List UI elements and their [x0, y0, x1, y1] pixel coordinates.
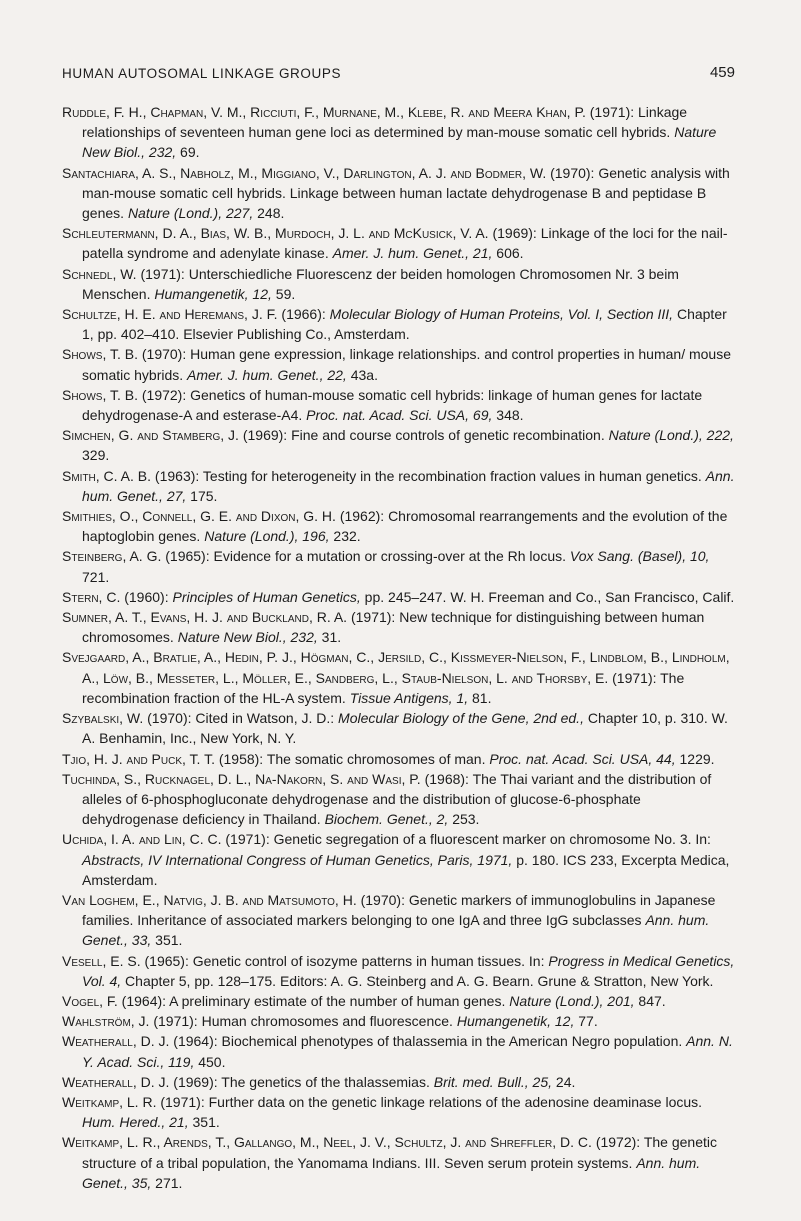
reference-tail: 175.: [186, 487, 218, 504]
reference-tail: 77.: [574, 1013, 598, 1030]
reference-tail: 329.: [82, 447, 110, 464]
reference-tail: 606.: [492, 245, 524, 262]
reference-source: Progress in Medical Genetics, Vol. 4,: [82, 952, 735, 989]
reference-tail: Chapter 1, pp. 402–410. Elsevier Publishing Co., Amsterdam.: [82, 306, 727, 343]
reference-source: Principles of Human Genetics,: [172, 588, 361, 605]
reference-tail: pp. 245–247. W. H. Freeman and Co., San Francisco, Calif.: [360, 588, 735, 605]
reference-text: (1958): The somatic chromosomes of man.: [214, 750, 490, 767]
reference-list: [62, 102, 738, 1193]
reference-source: Humangenetik, 12,: [154, 285, 272, 302]
reference-authors: Svejgaard, A., Bratlie, A., Hedin, P. J., Högman, C., Jersild, C., Kissmeyer-Nielson, F., Lindblom, B., Lindholm, A., Löw, B., Messeter, L., Möller, E., Sandberg, L., Staub-Nielson, L. and Thorsby, E.: [62, 649, 730, 686]
reference-entry: [62, 163, 738, 224]
reference-source: Ann. N. Y. Acad. Sci., 119,: [82, 1033, 733, 1070]
reference-authors: Shows, T. B.: [62, 386, 138, 403]
reference-source: Ann. hum. Genet., 27,: [82, 467, 735, 504]
reference-tail: 59.: [271, 285, 296, 302]
reference-text: (1964): Biochemical phenotypes of thalassemia in the American Negro population.: [169, 1033, 687, 1050]
reference-text: (1971): Linkage relationships of seventeen human gene loci as determined by man-mouse somatic cell hybrids.: [82, 104, 688, 141]
reference-tail: p. 180. ICS 233, Excerpta Medica, Amsterdam.: [82, 851, 730, 888]
reference-text: (1970): Genetic analysis with man-mouse somatic cell hybrids. Linkage between human lactate dehydrogenase B and peptidase B genes.: [82, 164, 730, 222]
reference-tail: 348.: [492, 407, 524, 424]
reference-source: Abstracts, IV International Congress of Human Genetics, Paris, 1971,: [82, 851, 513, 868]
reference-entry: [62, 769, 738, 830]
reference-entry: [62, 587, 738, 607]
reference-entry: [62, 344, 738, 384]
reference-source: Nature New Biol., 232,: [82, 124, 717, 161]
reference-entry: [62, 1072, 738, 1092]
reference-text: (1970): Genetic markers of immunoglobulins in Japanese families. Inheritance of associated markers belonging to one IgA and three IgG subclasses: [82, 891, 716, 929]
reference-entry: [62, 506, 738, 546]
reference-text: (1970): Cited in Watson, J. D.:: [143, 710, 339, 727]
reference-authors: Ruddle, F. H., Chapman, V. M., Ricciuti, F., Murnane, M., Klebe, R. and Meera Khan, P.: [62, 104, 586, 120]
reference-text: (1969): Linkage of the loci for the nail-patella syndrome and adenylate kinase.: [82, 225, 728, 262]
reference-source: Nature New Biol., 232,: [177, 629, 318, 646]
reference-source: Tissue Antigens, 1,: [349, 689, 469, 706]
reference-entry: [62, 991, 738, 1011]
reference-authors: Weitkamp, L. R., Arends, T., Gallango, M., Neel, J. V., Schultz, J. and Shreffler, D. C.: [62, 1134, 592, 1151]
reference-entry: [62, 304, 738, 344]
reference-authors: Steinberg, A. G.: [62, 548, 162, 565]
reference-entry: [62, 829, 738, 890]
reference-authors: Sumner, A. T., Evans, H. J. and Buckland, R. A.: [62, 609, 348, 626]
reference-source: Hum. Hered., 21,: [82, 1114, 189, 1131]
reference-entry: [62, 223, 738, 263]
reference-text: (1971): Human chromosomes and fluorescence.: [149, 1013, 457, 1030]
reference-source: Nature (Lond.), 196,: [204, 528, 330, 545]
reference-source: Humangenetik, 12,: [456, 1013, 575, 1030]
reference-entry: [62, 425, 738, 465]
page-number: 459: [709, 64, 735, 81]
reference-authors: Simchen, G. and Stamberg, J.: [62, 427, 239, 444]
reference-entry: [62, 466, 738, 506]
reference-authors: Santachiara, A. S., Nabholz, M., Miggiano, V., Darlington, A. J. and Bodmer, W.: [62, 164, 547, 181]
reference-authors: Van Loghem, E., Natvig, J. B. and Matsumoto, H.: [62, 891, 357, 908]
reference-tail: 69.: [176, 144, 200, 161]
running-head: HUMAN AUTOSOMAL LINKAGE GROUPS: [62, 66, 342, 81]
reference-tail: 847.: [634, 992, 666, 1009]
reference-authors: Vesell, E. S.: [62, 952, 141, 969]
reference-entry: [62, 749, 738, 769]
reference-entry: [62, 546, 738, 586]
reference-entry: [62, 1011, 738, 1031]
reference-text: (1972): Genetics of human-mouse somatic cell hybrids: linkage of human genes for lactate dehydrogenase-A and esterase-A4.: [82, 386, 703, 424]
reference-entry: [62, 102, 738, 163]
reference-tail: Chapter 10, p. 310. W. A. Benhamin, Inc., New York, N. Y.: [82, 710, 728, 747]
reference-tail: 24.: [552, 1073, 576, 1090]
reference-authors: Wahlström, J.: [62, 1013, 150, 1030]
reference-authors: Schleutermann, D. A., Bias, W. B., Murdoch, J. L. and McKusick, V. A.: [62, 225, 489, 242]
reference-authors: Weitkamp, L. R.: [62, 1093, 157, 1110]
reference-source: Vox Sang. (Basel), 10,: [569, 548, 710, 565]
reference-source: Molecular Biology of the Gene, 2nd ed.,: [338, 710, 584, 727]
reference-text: (1972): The genetic structure of a tribal population, the Yanomama Indians. III. Seven serum protein systems.: [82, 1134, 717, 1171]
reference-tail: 721.: [82, 568, 110, 585]
reference-text: (1971): Unterschiedliche Fluorescenz der beiden homologen Chromosomen Nr. 3 beim Menschen.: [82, 265, 679, 302]
reference-source: Molecular Biology of Human Proteins, Vol. I, Section III,: [329, 306, 674, 323]
reference-source: Proc. nat. Acad. Sci. USA, 69,: [306, 407, 493, 424]
reference-entry: [62, 1031, 738, 1071]
reference-authors: Vogel, F.: [62, 992, 118, 1009]
reference-tail: 248.: [253, 205, 285, 222]
reference-entry: [62, 647, 738, 708]
reference-authors: Stern, C.: [62, 588, 121, 605]
reference-tail: 31.: [317, 629, 342, 646]
reference-tail: 81.: [468, 689, 492, 706]
reference-source: Ann. hum. Genet., 35,: [82, 1154, 701, 1191]
reference-entry: [62, 890, 738, 951]
reference-text: (1965): Evidence for a mutation or crossing-over at the Rh locus.: [161, 548, 570, 565]
reference-text: (1971): Further data on the genetic linkage relations of the adenosine deaminase locus.: [156, 1093, 703, 1110]
reference-text: (1971): Genetic segregation of a fluorescent marker on chromosome No. 3. In:: [221, 831, 711, 848]
reference-authors: Tuchinda, S., Rucknagel, D. L., Na-Nakorn, S. and Wasi, P.: [62, 770, 421, 787]
reference-authors: Szybalski, W.: [62, 710, 144, 727]
reference-text: (1966):: [277, 306, 330, 323]
reference-authors: Smith, C. A. B.: [62, 467, 152, 484]
reference-source: Nature (Lond.), 222,: [608, 427, 734, 444]
reference-source: Nature (Lond.), 227,: [127, 205, 254, 222]
reference-text: (1963): Testing for heterogeneity in the recombination fraction values in human genetics.: [151, 467, 706, 484]
reference-tail: Chapter 5, pp. 128–175. Editors: A. G. Steinberg and A. G. Bearn. Grune & Stratton, New York.: [121, 972, 714, 989]
reference-authors: Weatherall, D. J.: [62, 1073, 170, 1090]
reference-text: (1971): The recombination fraction of the HL-A system.: [82, 669, 685, 706]
reference-source: Amer. J. hum. Genet., 21,: [332, 245, 493, 262]
reference-tail: 232.: [329, 528, 361, 545]
reference-tail: 253.: [448, 811, 480, 828]
reference-tail: 43a.: [346, 366, 378, 383]
reference-entry: [62, 1132, 738, 1193]
reference-entry: [62, 951, 738, 991]
reference-source: Ann. hum. Genet., 33,: [82, 912, 710, 949]
reference-entry: [62, 607, 738, 647]
reference-authors: Schnedl, W.: [62, 265, 137, 282]
reference-source: Amer. J. hum. Genet., 22,: [187, 366, 347, 383]
reference-text: (1965): Genetic control of isozyme patterns in human tissues. In:: [140, 952, 549, 969]
reference-text: (1971): New technique for distinguishing between human chromosomes.: [82, 609, 705, 646]
reference-entry: [62, 385, 738, 425]
reference-tail: 450.: [194, 1053, 226, 1070]
reference-text: (1969): The genetics of the thalassemias.: [169, 1073, 434, 1090]
reference-authors: Weatherall, D. J.: [62, 1033, 170, 1050]
reference-entry: [62, 708, 738, 748]
reference-authors: Smithies, O., Connell, G. E. and Dixon, G. H.: [62, 508, 336, 525]
reference-text: (1960):: [120, 588, 173, 605]
reference-text: (1970): Human gene expression, linkage relationships. and control properties in human/ mouse somatic hybrids.: [82, 346, 731, 383]
reference-text: (1964): A preliminary estimate of the number of human genes.: [117, 992, 510, 1009]
reference-authors: Uchida, I. A. and Lin, C. C.: [62, 831, 222, 848]
reference-tail: 351.: [188, 1114, 220, 1131]
reference-text: (1962): Chromosomal rearrangements and the evolution of the haptoglobin genes.: [82, 508, 728, 545]
reference-authors: Tjio, H. J. and Puck, T. T.: [62, 750, 215, 767]
reference-tail: 271.: [151, 1174, 183, 1191]
reference-entry: [62, 264, 738, 304]
reference-authors: Shows, T. B.: [62, 346, 138, 363]
reference-entry: [62, 1092, 738, 1132]
reference-authors: Schultze, H. E. and Heremans, J. F.: [62, 306, 278, 323]
reference-source: Biochem. Genet., 2,: [324, 811, 449, 828]
reference-source: Nature (Lond.), 201,: [509, 992, 635, 1009]
reference-tail: 1229.: [675, 750, 715, 767]
reference-text: (1969): Fine and course controls of genetic recombination.: [238, 427, 609, 444]
reference-tail: 351.: [151, 932, 183, 949]
reference-text: (1968): The Thai variant and the distribution of alleles of 6-phosphogluconate dehydrogenase and the distribution of glucose-6-phosphate dehydrogenase deficiency in Thailand.: [82, 770, 712, 828]
reference-source: Brit. med. Bull., 25,: [433, 1073, 553, 1090]
reference-source: Proc. nat. Acad. Sci. USA, 44,: [489, 750, 676, 767]
